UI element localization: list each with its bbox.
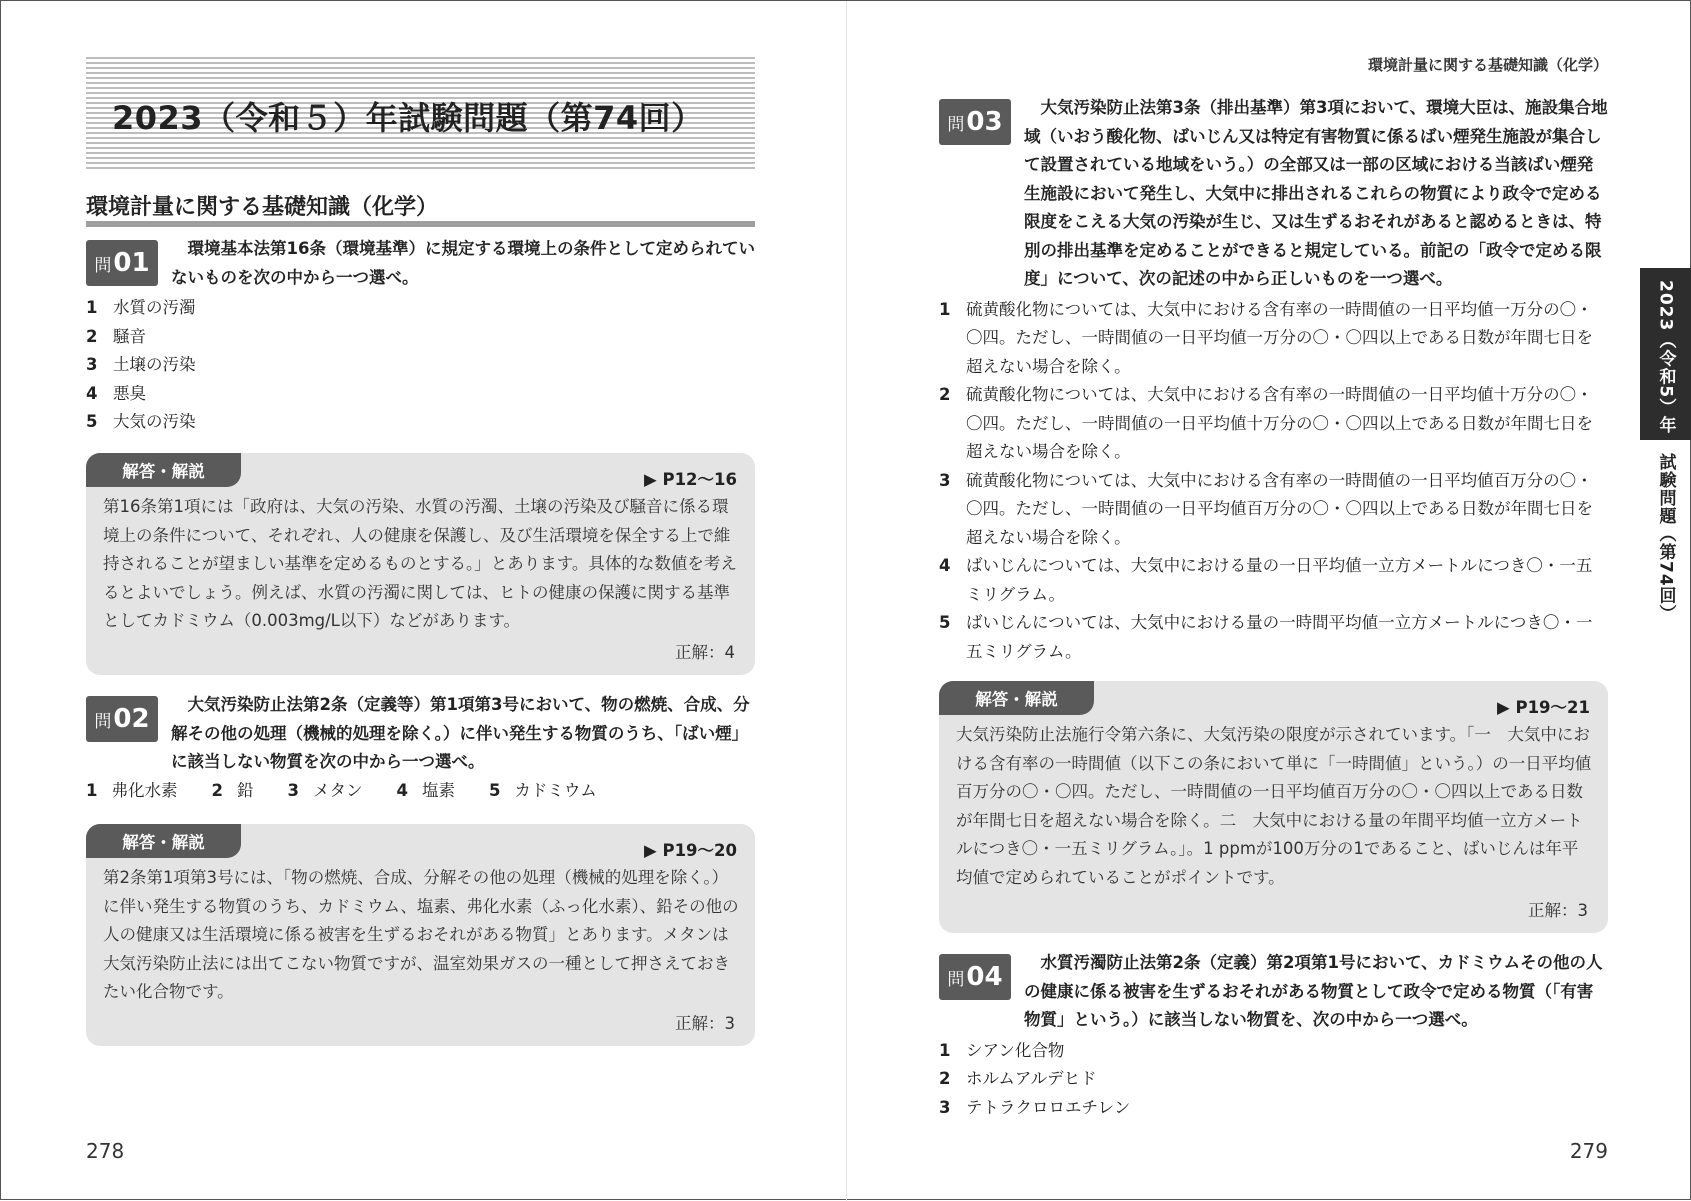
option-item [396,777,454,806]
option-text: 鉛 [236,780,254,800]
option-number: 2 [211,780,223,800]
page-number: 279 [1569,1139,1608,1163]
option-text: 騒音 [113,326,146,346]
option-number: 5 [488,780,501,800]
option-item [211,777,253,806]
option-number: 1 [939,1040,951,1060]
option-item [939,381,1608,467]
option-item [489,777,597,806]
question-number: 03 [966,107,1003,137]
option-item [939,296,1608,382]
option-item [939,1094,1608,1123]
option-text: 硫黄酸化物については、大気中における含有率の一時間値の一日平均値一万分の〇・〇四。ただし、一時間値の一日平均値一万分の〇・〇四以上である日数が年間七日を超えない場合を除く。 [966,299,1593,376]
option-text: 土壌の汚染 [113,355,196,374]
option-number: 2 [939,385,951,404]
question-number: 02 [113,704,150,734]
chapter-year-label: 2023（令和5）年 [1655,280,1676,435]
correct-answer: 正解：3 [1528,901,1588,920]
question-kanji: 問 [947,114,965,135]
option-text: ばいじんについては、大気中における量の一時間平均値一立方メートルにつき〇・一五ミリグラム。 [966,613,1593,661]
option-item [86,323,755,352]
option-item [86,351,755,380]
answer-label: 解答・解説 [86,453,241,487]
section-heading: 環境計量に関する基礎知識（化学） [86,190,755,227]
option-text: ばいじんについては、大気中における量の一日平均値一立方メートルにつき〇・一五ミリグラム。 [966,556,1593,604]
option-item [86,380,755,409]
question-kanji: 問 [94,711,112,732]
answer-page-ref: ▶ P19〜21 [1497,698,1590,717]
question-text: 環境基本法第16条（環境基準）に規定する環境上の条件として定められていないものを次の中から一つ選べ。 [171,239,755,287]
question-badge [86,696,158,742]
question-kanji: 問 [947,969,965,990]
question-badge [86,240,158,286]
option-number: 2 [939,1069,951,1088]
answer-label: 解答・解説 [86,824,241,858]
option-text: 硫黄酸化物については、大気中における含有率の一時間値の一日平均値百万分の〇・〇四。ただし、一時間値の一日平均値百万分の〇・〇四以上である日数が年間七日を超えない場合を除く。 [966,470,1593,547]
option-number: 5 [86,412,98,431]
option-text: シアン化合物 [966,1040,1065,1060]
correct-answer: 正解：3 [675,1014,735,1033]
option-number: 5 [939,613,951,632]
question-text: 水質汚濁防止法第2条（定義）第2項第1号において、カドミウムその他の人の健康に係る被害を生ずるおそれがある物質として政令で定める物質（「有害物質」という。）に該当しない物質を、次の中から一つ選べ。 [1024,953,1603,1029]
option-number: 4 [939,556,951,575]
option-text: 塩素 [421,780,455,800]
option-text: 硫黄酸化物については、大気中における含有率の一時間値の一日平均値十万分の〇・〇四。ただし、一時間値の一日平均値十万分の〇・〇四以上である日数が年間七日を超えない場合を除く。 [966,385,1593,461]
answer-page-ref: ▶ P12〜16 [644,470,737,489]
option-list [86,777,755,806]
question-kanji: 問 [94,255,112,276]
question-03 [939,94,1608,666]
option-item [86,408,755,437]
right-page [847,1,1691,1201]
question-02 [86,691,755,805]
question-01 [86,235,755,437]
option-item [939,1037,1608,1066]
option-text: カドミウム [514,780,597,800]
option-text: メタン [312,780,363,800]
answer-label: 解答・解説 [939,681,1094,715]
answer-explanation: 大気汚染防止法施行令第六条に、大気汚染の限度が示されています。「一 大気中における含有率の一時間値（以下この条において単に「一時間値」という。）の一日平均値百万分の〇・〇四。ただし、一時間値の一日平均値百万分の〇・〇四以上である日数が年間七日を超えない場合を除く。二 大気中における量の年間平均値一立方メートルにつき〇・一五ミリグラム。」。1 ppmが100万分の1であること、ばいじんは年平均値で定められていることがポイントです。 [956,725,1592,887]
page-number: 278 [86,1139,125,1163]
question-badge [939,954,1011,1000]
option-number: 2 [86,326,98,346]
option-number: 4 [396,780,408,800]
answer-explanation: 第2条第1項第3号には、「物の燃焼、合成、分解その他の処理（機械的処理を除く。）に伴い発生する物質のうち、カドミウム、塩素、弗化水素（ふっ化水素）、鉛その他の人の健康又は生活環境に係る被害を生ずるおそれがある物質」とあります。メタンは大気汚染防止法には出てこない物質ですが、温室効果ガスの一種として押さえておきたい化合物です。 [103,868,739,1001]
option-number: 1 [86,298,98,317]
option-number: 1 [86,780,98,800]
option-number: 4 [86,383,98,403]
option-text: 悪臭 [113,383,146,403]
answer-page-ref: ▶ P19〜20 [644,841,737,860]
option-item [939,1065,1608,1094]
answer-box-02 [86,824,755,1046]
question-04 [939,949,1608,1122]
question-number: 04 [966,962,1003,992]
chapter-exam-label: 試験問題（第74回） [1655,453,1676,623]
option-item [939,609,1608,666]
running-head: 環境計量に関する基礎知識（化学） [1367,56,1608,74]
option-list [939,296,1608,667]
option-number: 3 [939,1097,951,1117]
question-number: 01 [113,248,150,278]
option-text: 大気の汚染 [113,412,196,431]
option-text: 水質の汚濁 [113,298,196,317]
option-number: 3 [287,780,299,800]
option-text: ホルムアルデヒド [966,1069,1097,1088]
chapter-thumb-subtitle [1640,453,1691,623]
answer-box-01 [86,453,755,675]
correct-answer: 正解：4 [675,643,735,662]
option-text: 弗化水素 [111,780,178,800]
answer-explanation: 第16条第1項には「政府は、大気の汚染、水質の汚濁、土壌の汚染及び騒音に係る環境上の条件について、それぞれ、人の健康を保護し、及び生活環境を保全する上で維持されることが望ましい基準を定めるものとする。」とあります。具体的な数値を考えるとよいでしょう。例えば、水質の汚濁に関しては、ヒトの健康の保護に関する基準としてカドミウム（0.003mg/L以下）などがあります。 [103,497,737,630]
option-item [86,777,177,806]
option-text: テトラクロロエチレン [966,1097,1131,1117]
option-item [287,777,362,806]
question-text: 大気汚染防止法第2条（定義等）第1項第3号において、物の燃焼、合成、分解その他の処理（機械的処理を除く。）に伴い発生する物質のうち、「ばい煙」に該当しない物質を次の中から一つ選べ。 [171,695,750,771]
option-item [939,467,1608,553]
option-list [86,294,755,437]
answer-box-03 [939,681,1608,933]
question-text: 大気汚染防止法第3条（排出基準）第3項において、環境大臣は、施設集合地域（いおう酸化物、ばいじん又は特定有害物質に係るばい煙発生施設が集合して設置されている地域をいう。）の全部又は一部の区域における当該ばい煙発生施設において発生し、大気中に排出されるこれらの物質により政令で定める限度をこえる大気の汚染が生じ、又は生ずるおそれがあると認めるときは、特別の排出基準を定めることができると規定している。前記の「政令で定める限度」について、次の記述の中から正しいものを一つ選べ。 [1024,98,1608,288]
left-page [1,1,846,1201]
option-list [939,1037,1608,1123]
option-number: 3 [86,355,98,374]
title-banner [86,57,755,171]
page-title: 2023（令和５）年試験問題（第74回） [112,99,704,137]
option-item [86,294,755,323]
question-badge [939,99,1011,145]
option-number: 3 [939,470,951,490]
option-item [939,552,1608,609]
chapter-thumb-tab [1640,268,1691,440]
option-number: 1 [939,299,951,319]
